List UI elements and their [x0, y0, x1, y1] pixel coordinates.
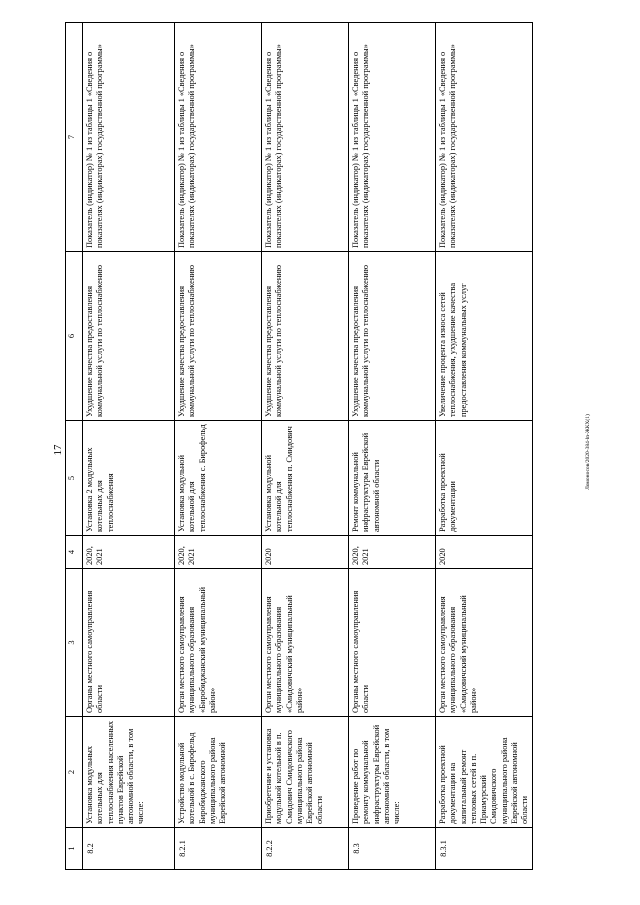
table-row: [262, 23, 349, 870]
expected-result: Установка модульной котельной для теплоснабжения с. Бирофельд: [175, 421, 262, 536]
years: 2020, 2021: [175, 536, 262, 569]
consequence: Ухудшение качества предоставления коммунальной услуги по теплоснабжению: [349, 252, 436, 421]
table-header-row: [66, 23, 83, 870]
row-number: 8.3.1: [436, 828, 533, 870]
expected-result: Ремонт коммунальной инфраструктуры Еврейской автономной области: [349, 421, 436, 536]
document-code-footer: Ломоносов/2020-384-ln-ЖКХ(1): [585, 414, 591, 490]
row-number: 8.2.1: [175, 828, 262, 870]
measure-name: Приобретение и установка модульной котельной в п. Смидович Смидовичского муниципального района Еврейской автономной области: [262, 717, 349, 828]
consequence: Ухудшение качества предоставления коммунальной услуги по теплоснабжению: [175, 252, 262, 421]
measure-name: Установка модульных котельных для теплоснабжения населенных пунктов Еврейской автономной области, в том числе:: [83, 717, 175, 828]
row-number: 8.3: [349, 828, 436, 870]
table-row: [349, 23, 436, 870]
program-measures-table-wrapper: [65, 22, 533, 870]
program-measures-table: [65, 22, 533, 870]
table-row: [436, 23, 533, 870]
years: 2020: [262, 536, 349, 569]
indicator: Показатель (индикатор) № 1 из таблицы 1 «Сведения о показателях (индикаторах) государственной программы»: [349, 23, 436, 252]
indicator: Показатель (индикатор) № 1 из таблицы 1 «Сведения о показателях (индикаторах) государственной программы»: [436, 23, 533, 252]
table-row: [83, 23, 175, 870]
executor: Орган местного самоуправления муниципального образования «Биробиджанский муниципальный район»: [175, 569, 262, 717]
header-cell: 5: [66, 421, 83, 536]
years: 2020: [436, 536, 533, 569]
expected-result: Установка модульной котельной для теплоснабжения п. Смидович: [262, 421, 349, 536]
executor: Орган местного самоуправления муниципального образования «Смидовичский муниципальный район»: [262, 569, 349, 717]
indicator: Показатель (индикатор) № 1 из таблицы 1 «Сведения о показателях (индикаторах) государственной программы»: [175, 23, 262, 252]
years: 2020, 2021: [83, 536, 175, 569]
header-cell: 2: [66, 717, 83, 828]
years: 2020, 2021: [349, 536, 436, 569]
page-number: 17: [52, 444, 64, 456]
expected-result: Установка 2 модульных котельных для теплоснабжения: [83, 421, 175, 536]
header-cell: 1: [66, 828, 83, 870]
consequence: Ухудшение качества предоставления коммунальной услуги по теплоснабжению: [83, 252, 175, 421]
measure-name: Устройство модульной котельной в с. Бирофельд Биробиджанского муниципального района Еврейской автономной: [175, 717, 262, 828]
header-cell: 7: [66, 23, 83, 252]
row-number: 8.2: [83, 828, 175, 870]
executor: Орган местного самоуправления муниципального образования «Смидовичский муниципальный район»: [436, 569, 533, 717]
measure-name: Проведение работ по ремонту коммунальной инфраструктуры Еврейской автономной области, в том числе:: [349, 717, 436, 828]
table-row: [175, 23, 262, 870]
executor: Органы местного самоуправления области: [83, 569, 175, 717]
expected-result: Разработка проектной документации: [436, 421, 533, 536]
header-cell: 4: [66, 536, 83, 569]
indicator: Показатель (индикатор) № 1 из таблицы 1 «Сведения о показателях (индикаторах) государственной программы»: [262, 23, 349, 252]
consequence: Ухудшение качества предоставления коммунальной услуги по теплоснабжению: [262, 252, 349, 421]
row-number: 8.2.2: [262, 828, 349, 870]
indicator: Показатель (индикатор) № 1 из таблицы 1 «Сведения о показателях (индикаторах) государственной программы»: [83, 23, 175, 252]
header-cell: 6: [66, 252, 83, 421]
executor: Органы местного самоуправления области: [349, 569, 436, 717]
measure-name: Разработка проектной документации на капитальный ремонт тепловых сетей в п. Приамурский Смидовичского муниципального района Еврейской автономной области: [436, 717, 533, 828]
header-cell: 3: [66, 569, 83, 717]
consequence: Увеличение процента износа сетей теплоснабжения, ухудшение качества предоставления коммунальных услуг: [436, 252, 533, 421]
